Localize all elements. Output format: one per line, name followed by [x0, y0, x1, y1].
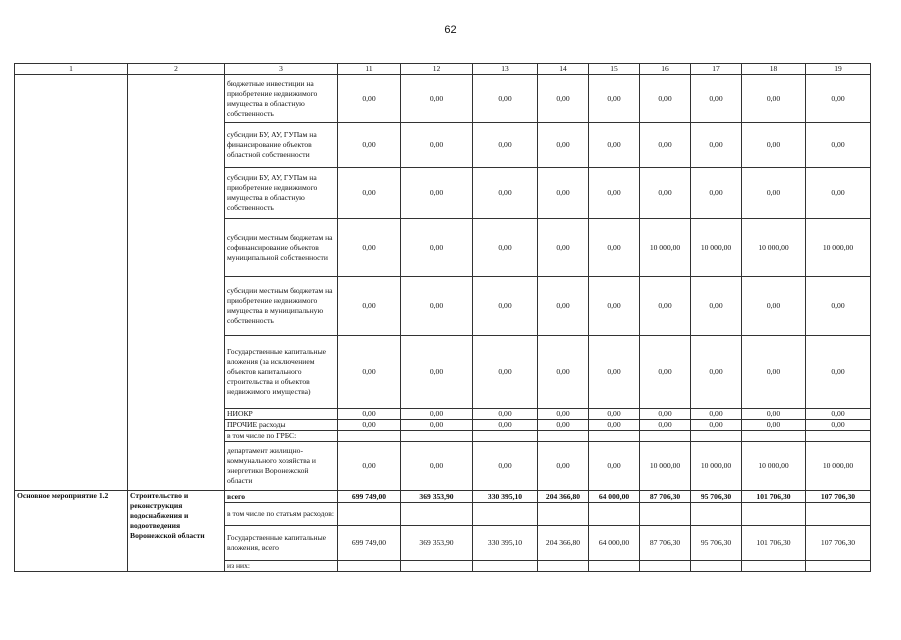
- value-cell: 0,00: [538, 219, 589, 277]
- value-cell: 0,00: [742, 336, 806, 409]
- value-cell: 0,00: [640, 168, 691, 219]
- value-cell: [806, 503, 871, 526]
- value-cell: 0,00: [538, 442, 589, 491]
- value-cell: 0,00: [401, 277, 473, 336]
- value-cell: 0,00: [473, 420, 538, 431]
- value-cell: 10 000,00: [640, 442, 691, 491]
- empty-cell: [15, 219, 128, 277]
- column-number-5: 12: [401, 64, 473, 75]
- value-cell: 0,00: [473, 409, 538, 420]
- table-row: [15, 442, 871, 491]
- value-cell: 87 706,30: [640, 491, 691, 503]
- value-cell: 107 706,30: [806, 526, 871, 561]
- column-number-1: 1: [15, 64, 128, 75]
- value-cell: 0,00: [338, 219, 401, 277]
- value-cell: 0,00: [589, 219, 640, 277]
- value-cell: 0,00: [338, 336, 401, 409]
- value-cell: 0,00: [338, 420, 401, 431]
- table-row: [15, 336, 871, 409]
- row-label: НИОКР: [225, 409, 338, 420]
- column-number-2: 2: [128, 64, 225, 75]
- value-cell: 0,00: [806, 168, 871, 219]
- value-cell: [338, 503, 401, 526]
- value-cell: 0,00: [473, 75, 538, 123]
- value-cell: [691, 503, 742, 526]
- value-cell: 0,00: [742, 168, 806, 219]
- budget-table: [14, 63, 871, 572]
- value-cell: 0,00: [401, 123, 473, 168]
- value-cell: 0,00: [589, 75, 640, 123]
- table-row: [15, 409, 871, 420]
- value-cell: [806, 561, 871, 572]
- value-cell: 0,00: [401, 219, 473, 277]
- empty-cell: [128, 75, 225, 123]
- value-cell: 0,00: [473, 123, 538, 168]
- value-cell: 0,00: [691, 75, 742, 123]
- column-number-10: 17: [691, 64, 742, 75]
- measure-code: Основное мероприятие 1.2: [15, 491, 128, 572]
- value-cell: 0,00: [640, 420, 691, 431]
- value-cell: 0,00: [742, 123, 806, 168]
- row-label: в том числе по статьям расходов:: [225, 503, 338, 526]
- value-cell: 0,00: [589, 336, 640, 409]
- value-cell: 0,00: [473, 168, 538, 219]
- value-cell: 0,00: [338, 75, 401, 123]
- value-cell: 0,00: [589, 420, 640, 431]
- value-cell: 0,00: [691, 420, 742, 431]
- empty-cell: [15, 336, 128, 409]
- value-cell: 10 000,00: [691, 219, 742, 277]
- value-cell: 107 706,30: [806, 491, 871, 503]
- table-row: [15, 277, 871, 336]
- row-label: субсидии местным бюджетам на приобретение недвижимого имущества в муниципальную собственность: [225, 277, 338, 336]
- value-cell: 0,00: [473, 442, 538, 491]
- value-cell: 0,00: [742, 277, 806, 336]
- empty-cell: [128, 168, 225, 219]
- value-cell: 10 000,00: [742, 219, 806, 277]
- value-cell: 0,00: [589, 168, 640, 219]
- row-label: бюджетные инвестиции на приобретение недвижимого имущества в областную собственность: [225, 75, 338, 123]
- value-cell: [473, 503, 538, 526]
- column-number-row: [15, 64, 871, 75]
- value-cell: [401, 561, 473, 572]
- value-cell: 369 353,90: [401, 526, 473, 561]
- value-cell: 10 000,00: [640, 219, 691, 277]
- empty-cell: [15, 277, 128, 336]
- empty-cell: [15, 168, 128, 219]
- value-cell: [401, 503, 473, 526]
- value-cell: 0,00: [473, 219, 538, 277]
- value-cell: [338, 561, 401, 572]
- value-cell: 0,00: [640, 277, 691, 336]
- empty-cell: [128, 277, 225, 336]
- table-row: [15, 168, 871, 219]
- page-number: 62: [444, 24, 457, 36]
- value-cell: 0,00: [538, 277, 589, 336]
- value-cell: 64 000,00: [589, 491, 640, 503]
- value-cell: 330 395,10: [473, 491, 538, 503]
- value-cell: 0,00: [401, 420, 473, 431]
- value-cell: [401, 431, 473, 442]
- value-cell: [338, 431, 401, 442]
- measure-name: Строительство и реконструкция водоснабжения и водоотведения Воронежской области: [128, 491, 225, 572]
- value-cell: 87 706,30: [640, 526, 691, 561]
- value-cell: 0,00: [742, 75, 806, 123]
- empty-cell: [15, 123, 128, 168]
- value-cell: 0,00: [401, 409, 473, 420]
- value-cell: 10 000,00: [742, 442, 806, 491]
- value-cell: 0,00: [538, 168, 589, 219]
- empty-cell: [128, 409, 225, 420]
- value-cell: 0,00: [640, 123, 691, 168]
- value-cell: 10 000,00: [806, 219, 871, 277]
- value-cell: 0,00: [338, 277, 401, 336]
- value-cell: 0,00: [691, 168, 742, 219]
- empty-cell: [128, 219, 225, 277]
- table-row: [15, 420, 871, 431]
- column-number-7: 14: [538, 64, 589, 75]
- value-cell: [691, 431, 742, 442]
- value-cell: 0,00: [401, 336, 473, 409]
- value-cell: 330 395,10: [473, 526, 538, 561]
- value-cell: [742, 431, 806, 442]
- value-cell: [640, 503, 691, 526]
- row-label: в том числе по ГРБС:: [225, 431, 338, 442]
- value-cell: 204 366,80: [538, 526, 589, 561]
- value-cell: 0,00: [538, 336, 589, 409]
- value-cell: 95 706,30: [691, 526, 742, 561]
- value-cell: [473, 431, 538, 442]
- column-number-11: 18: [742, 64, 806, 75]
- value-cell: [742, 503, 806, 526]
- row-label: Государственные капитальные вложения, всего: [225, 526, 338, 561]
- value-cell: 0,00: [538, 75, 589, 123]
- value-cell: 0,00: [640, 75, 691, 123]
- table-row: [15, 219, 871, 277]
- value-cell: 0,00: [806, 123, 871, 168]
- value-cell: 0,00: [640, 409, 691, 420]
- empty-cell: [128, 420, 225, 431]
- value-cell: 0,00: [338, 168, 401, 219]
- value-cell: 699 749,00: [338, 526, 401, 561]
- value-cell: [538, 431, 589, 442]
- empty-cell: [15, 409, 128, 420]
- table-row: [15, 431, 871, 442]
- value-cell: 0,00: [338, 123, 401, 168]
- value-cell: 0,00: [806, 277, 871, 336]
- empty-cell: [128, 336, 225, 409]
- empty-cell: [128, 123, 225, 168]
- empty-cell: [15, 420, 128, 431]
- table-row: [15, 123, 871, 168]
- value-cell: 10 000,00: [806, 442, 871, 491]
- value-cell: 0,00: [589, 442, 640, 491]
- row-label: из них:: [225, 561, 338, 572]
- value-cell: [538, 503, 589, 526]
- value-cell: 0,00: [538, 409, 589, 420]
- value-cell: 0,00: [742, 409, 806, 420]
- value-cell: 95 706,30: [691, 491, 742, 503]
- value-cell: 0,00: [473, 336, 538, 409]
- table-row: [15, 75, 871, 123]
- value-cell: [538, 561, 589, 572]
- value-cell: 0,00: [806, 409, 871, 420]
- value-cell: 10 000,00: [691, 442, 742, 491]
- value-cell: 0,00: [401, 442, 473, 491]
- value-cell: 0,00: [691, 277, 742, 336]
- value-cell: [640, 561, 691, 572]
- empty-cell: [15, 442, 128, 491]
- value-cell: 0,00: [742, 420, 806, 431]
- value-cell: [589, 561, 640, 572]
- empty-cell: [15, 431, 128, 442]
- value-cell: 0,00: [691, 123, 742, 168]
- value-cell: [640, 431, 691, 442]
- value-cell: 369 353,90: [401, 491, 473, 503]
- measure-row: [15, 491, 871, 503]
- value-cell: 0,00: [538, 123, 589, 168]
- row-label: субсидии БУ, АУ, ГУПам на финансирование объектов областной собственности: [225, 123, 338, 168]
- value-cell: 699 749,00: [338, 491, 401, 503]
- row-label: всего: [225, 491, 338, 503]
- empty-cell: [128, 431, 225, 442]
- value-cell: 0,00: [473, 277, 538, 336]
- column-number-8: 15: [589, 64, 640, 75]
- row-label: субсидии БУ, АУ, ГУПам на приобретение недвижимого имущества в областную собственность: [225, 168, 338, 219]
- column-number-3: 3: [225, 64, 338, 75]
- value-cell: [589, 431, 640, 442]
- value-cell: 101 706,30: [742, 491, 806, 503]
- column-number-4: 11: [338, 64, 401, 75]
- column-number-6: 13: [473, 64, 538, 75]
- value-cell: 0,00: [338, 442, 401, 491]
- value-cell: 0,00: [589, 409, 640, 420]
- column-number-9: 16: [640, 64, 691, 75]
- column-number-12: 19: [806, 64, 871, 75]
- value-cell: 0,00: [640, 336, 691, 409]
- value-cell: 0,00: [401, 168, 473, 219]
- value-cell: 0,00: [401, 75, 473, 123]
- value-cell: [691, 561, 742, 572]
- row-label: департамент жилищно-коммунального хозяйства и энергетики Воронежской области: [225, 442, 338, 491]
- value-cell: [473, 561, 538, 572]
- value-cell: [742, 561, 806, 572]
- value-cell: 0,00: [806, 336, 871, 409]
- row-label: ПРОЧИЕ расходы: [225, 420, 338, 431]
- row-label: субсидии местным бюджетам на софинансирование объектов муниципальной собственности: [225, 219, 338, 277]
- value-cell: [589, 503, 640, 526]
- value-cell: 0,00: [538, 420, 589, 431]
- empty-cell: [15, 75, 128, 123]
- value-cell: 64 000,00: [589, 526, 640, 561]
- value-cell: 0,00: [589, 277, 640, 336]
- value-cell: 0,00: [338, 409, 401, 420]
- value-cell: 0,00: [806, 420, 871, 431]
- value-cell: 0,00: [691, 409, 742, 420]
- value-cell: 101 706,30: [742, 526, 806, 561]
- value-cell: 0,00: [806, 75, 871, 123]
- value-cell: [806, 431, 871, 442]
- row-label: Государственные капитальные вложения (за исключением объектов капитального строительства и объектов недвижимого имущества): [225, 336, 338, 409]
- value-cell: 0,00: [589, 123, 640, 168]
- value-cell: 204 366,80: [538, 491, 589, 503]
- value-cell: 0,00: [691, 336, 742, 409]
- empty-cell: [128, 442, 225, 491]
